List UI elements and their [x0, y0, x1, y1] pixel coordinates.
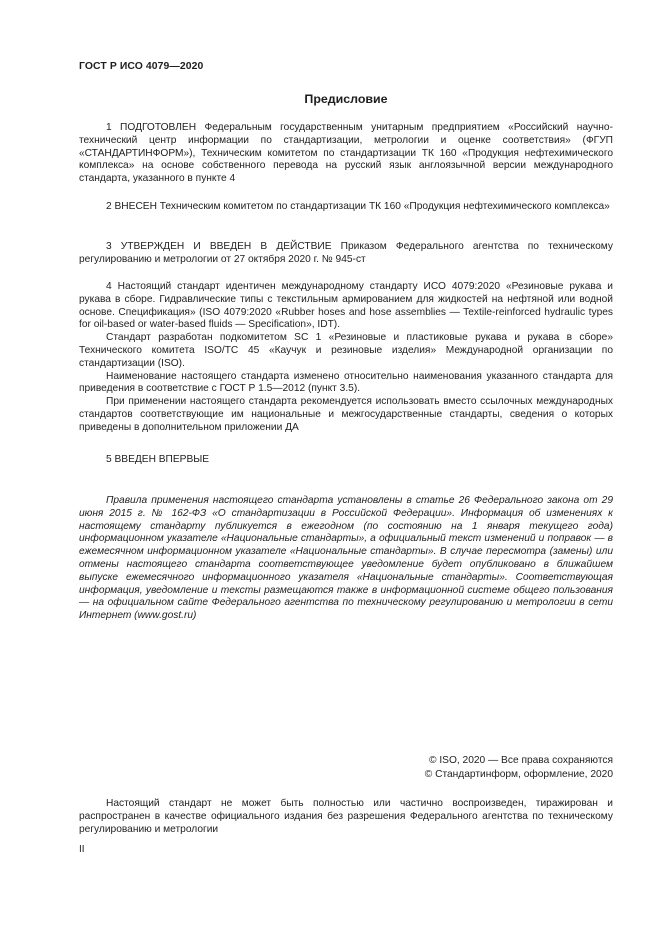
preface-item-1: 1 ПОДГОТОВЛЕН Федеральным государственным унитарным предприятием «Российский научно-технический центр информации по стандартизации, метрологии и оценке соответствия» (ФГУП «СТАНДАРТИНФОРМ»), Техническим комитетом по стандартизации ТК 160 «Продукция нефтехимического комплекса» на основе собственного перевода на русский язык англоязычной версии международного стандарта, указанного в пункте 4 — [79, 122, 613, 185]
preface-item-2: 2 ВНЕСЕН Техническим комитетом по стандартизации ТК 160 «Продукция нефтехимического комплекса» — [106, 201, 610, 212]
preface-item-4-references: При применении настоящего стандарта рекомендуется использовать вместо ссылочных международных стандартов соответствующие им национальные и межгосударственные стандарты, сведения о которых приведены в дополнительном приложении ДА — [79, 396, 613, 433]
page-title: Предисловие — [304, 92, 388, 106]
reproduction-notice: Настоящий стандарт не может быть полностью или частично воспроизведен, тиражирован и распространен в качестве официального издания без разрешения Федерального агентства по техническому регулированию и метрологии — [79, 798, 613, 835]
document-code-header: ГОСТ Р ИСО 4079—2020 — [79, 61, 204, 72]
preface-section-3 — [79, 241, 613, 267]
preface-item-3: 3 УТВЕРЖДЕН И ВВЕДЕН В ДЕЙСТВИЕ Приказом Федерального агентства по техническому регулированию и метрологии от 27 октября 2020 г. № 945-ст — [79, 241, 613, 265]
preface-item-5: 5 ВВЕДЕН ВПЕРВЫЕ — [106, 454, 210, 465]
application-rules-notice: Правила применения настоящего стандарта установлены в статье 26 Федерального закона от 29 июня 2015 г. № 162-ФЗ «О стандартизации в Российской Федерации». Информация об изменениях к настоящему стандарту публикуется в ежегодном (по состоянию на 1 января текущего года) информационном указателе «Национальные стандарты», а официальный текст изменений и поправок — в ежемесячном информационном указателе «Национальные стандарты». В случае пересмотра (замены) или отмены настоящего стандарта соответствующее уведомление будет опубликовано в ближайшем выпуске ежемесячного информационного указателя «Национальные стандарты». Соответствующая информация, уведомление и тексты размещаются также в информационной системе общего пользования — на официальном сайте Федерального агентства по техническому регулированию и метрологии в сети Интернет (www.gost.ru) — [79, 495, 613, 622]
copyright-block — [425, 754, 613, 781]
preface-section-2 — [79, 201, 613, 214]
copyright-standartinform: © Стандартинформ, оформление, 2020 — [424, 768, 613, 780]
preface-section-1 — [79, 122, 613, 186]
page-number: II — [79, 844, 85, 855]
preface-item-4: 4 Настоящий стандарт идентичен международному стандарту ИСО 4079:2020 «Резиновые рукава и рукава в сборе. Гидравлические типы с текстильным армированием для жидкостей на нефтяной или водной основе. Спецификация» (ISO 4079:2020 «Rubber hoses and hose assemblies — Textile-reinforced hydraulic types for oil-based or water-based fluids — Specification», IDT). — [79, 281, 613, 331]
preface-item-4-developer: Стандарт разработан подкомитетом SC 1 «Резиновые и пластиковые рукава и рукава в сборе» Технического комитета ISO/TC 45 «Каучук и резиновые изделия» Международной организации по стандартизации (ISO). — [79, 332, 613, 369]
copyright-iso: © ISO, 2020 — Все права сохраняются — [429, 755, 613, 766]
preface-item-4-title-change: Наименование настоящего стандарта изменено относительно наименования указанного стандарта для приведения в соответствие с ГОСТ Р 1.5—2012 (пункт 3.5). — [79, 370, 613, 395]
preface-section-4 — [79, 281, 613, 435]
preface-section-5 — [79, 454, 613, 467]
